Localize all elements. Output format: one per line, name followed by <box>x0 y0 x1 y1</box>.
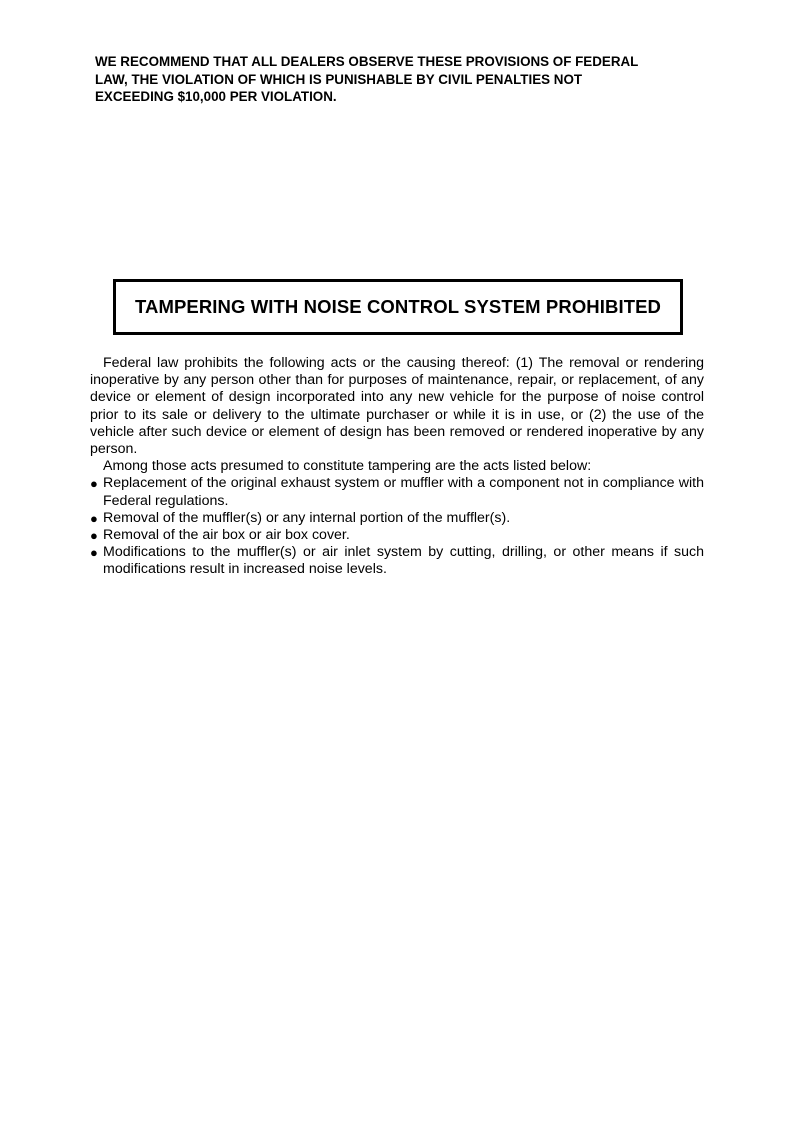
tampering-intro-paragraph: Among those acts presumed to constitute tampering are the acts listed below: <box>103 458 592 475</box>
bullet-icon: ● <box>90 476 98 492</box>
dealer-notice <box>95 53 715 106</box>
bullet-icon: ● <box>90 528 98 544</box>
bullet-icon: ● <box>90 545 98 561</box>
dealer-notice-line: WE RECOMMEND THAT ALL DEALERS OBSERVE THESE PROVISIONS OF FEDERAL <box>95 54 639 69</box>
tampering-acts-list <box>90 475 704 578</box>
list-item-text: Removal of the muffler(s) or any internal portion of the muffler(s). <box>103 509 511 526</box>
dealer-notice-line: LAW, THE VIOLATION OF WHICH IS PUNISHABLE BY CIVIL PENALTIES NOT <box>95 71 583 87</box>
list-item-text: Replacement of the original exhaust system or muffler with a component not in compliance with Federal regulations. <box>103 475 704 509</box>
list-item <box>90 544 704 578</box>
dealer-notice-line: EXCEEDING $10,000 PER VIOLATION. <box>95 89 337 105</box>
section-title-box <box>113 279 683 335</box>
section-body <box>90 355 704 579</box>
list-item-text: Removal of the air box or air box cover. <box>103 527 350 544</box>
section-title: TAMPERING WITH NOISE CONTROL SYSTEM PROHIBITED <box>134 296 662 317</box>
list-item-text: Modifications to the muffler(s) or air inlet system by cutting, drilling, or other means if such modifications result in increased noise levels. <box>103 544 704 578</box>
federal-law-paragraph: Federal law prohibits the following acts or the causing thereof: (1) The removal or rendering inoperative by any person other than for purposes of maintenance, repair, or replacement, of any device or element of design incorporated into any new vehicle for the purpose of noise control prior to its sale or delivery to the ultimate purchaser or while it is in use, or (2) the use of the vehicle after such device or element of design has been removed or rendered inoperative by any person. <box>90 355 704 458</box>
list-item <box>90 510 704 527</box>
list-item <box>90 475 704 509</box>
list-item <box>90 527 704 544</box>
bullet-icon: ● <box>90 510 98 526</box>
